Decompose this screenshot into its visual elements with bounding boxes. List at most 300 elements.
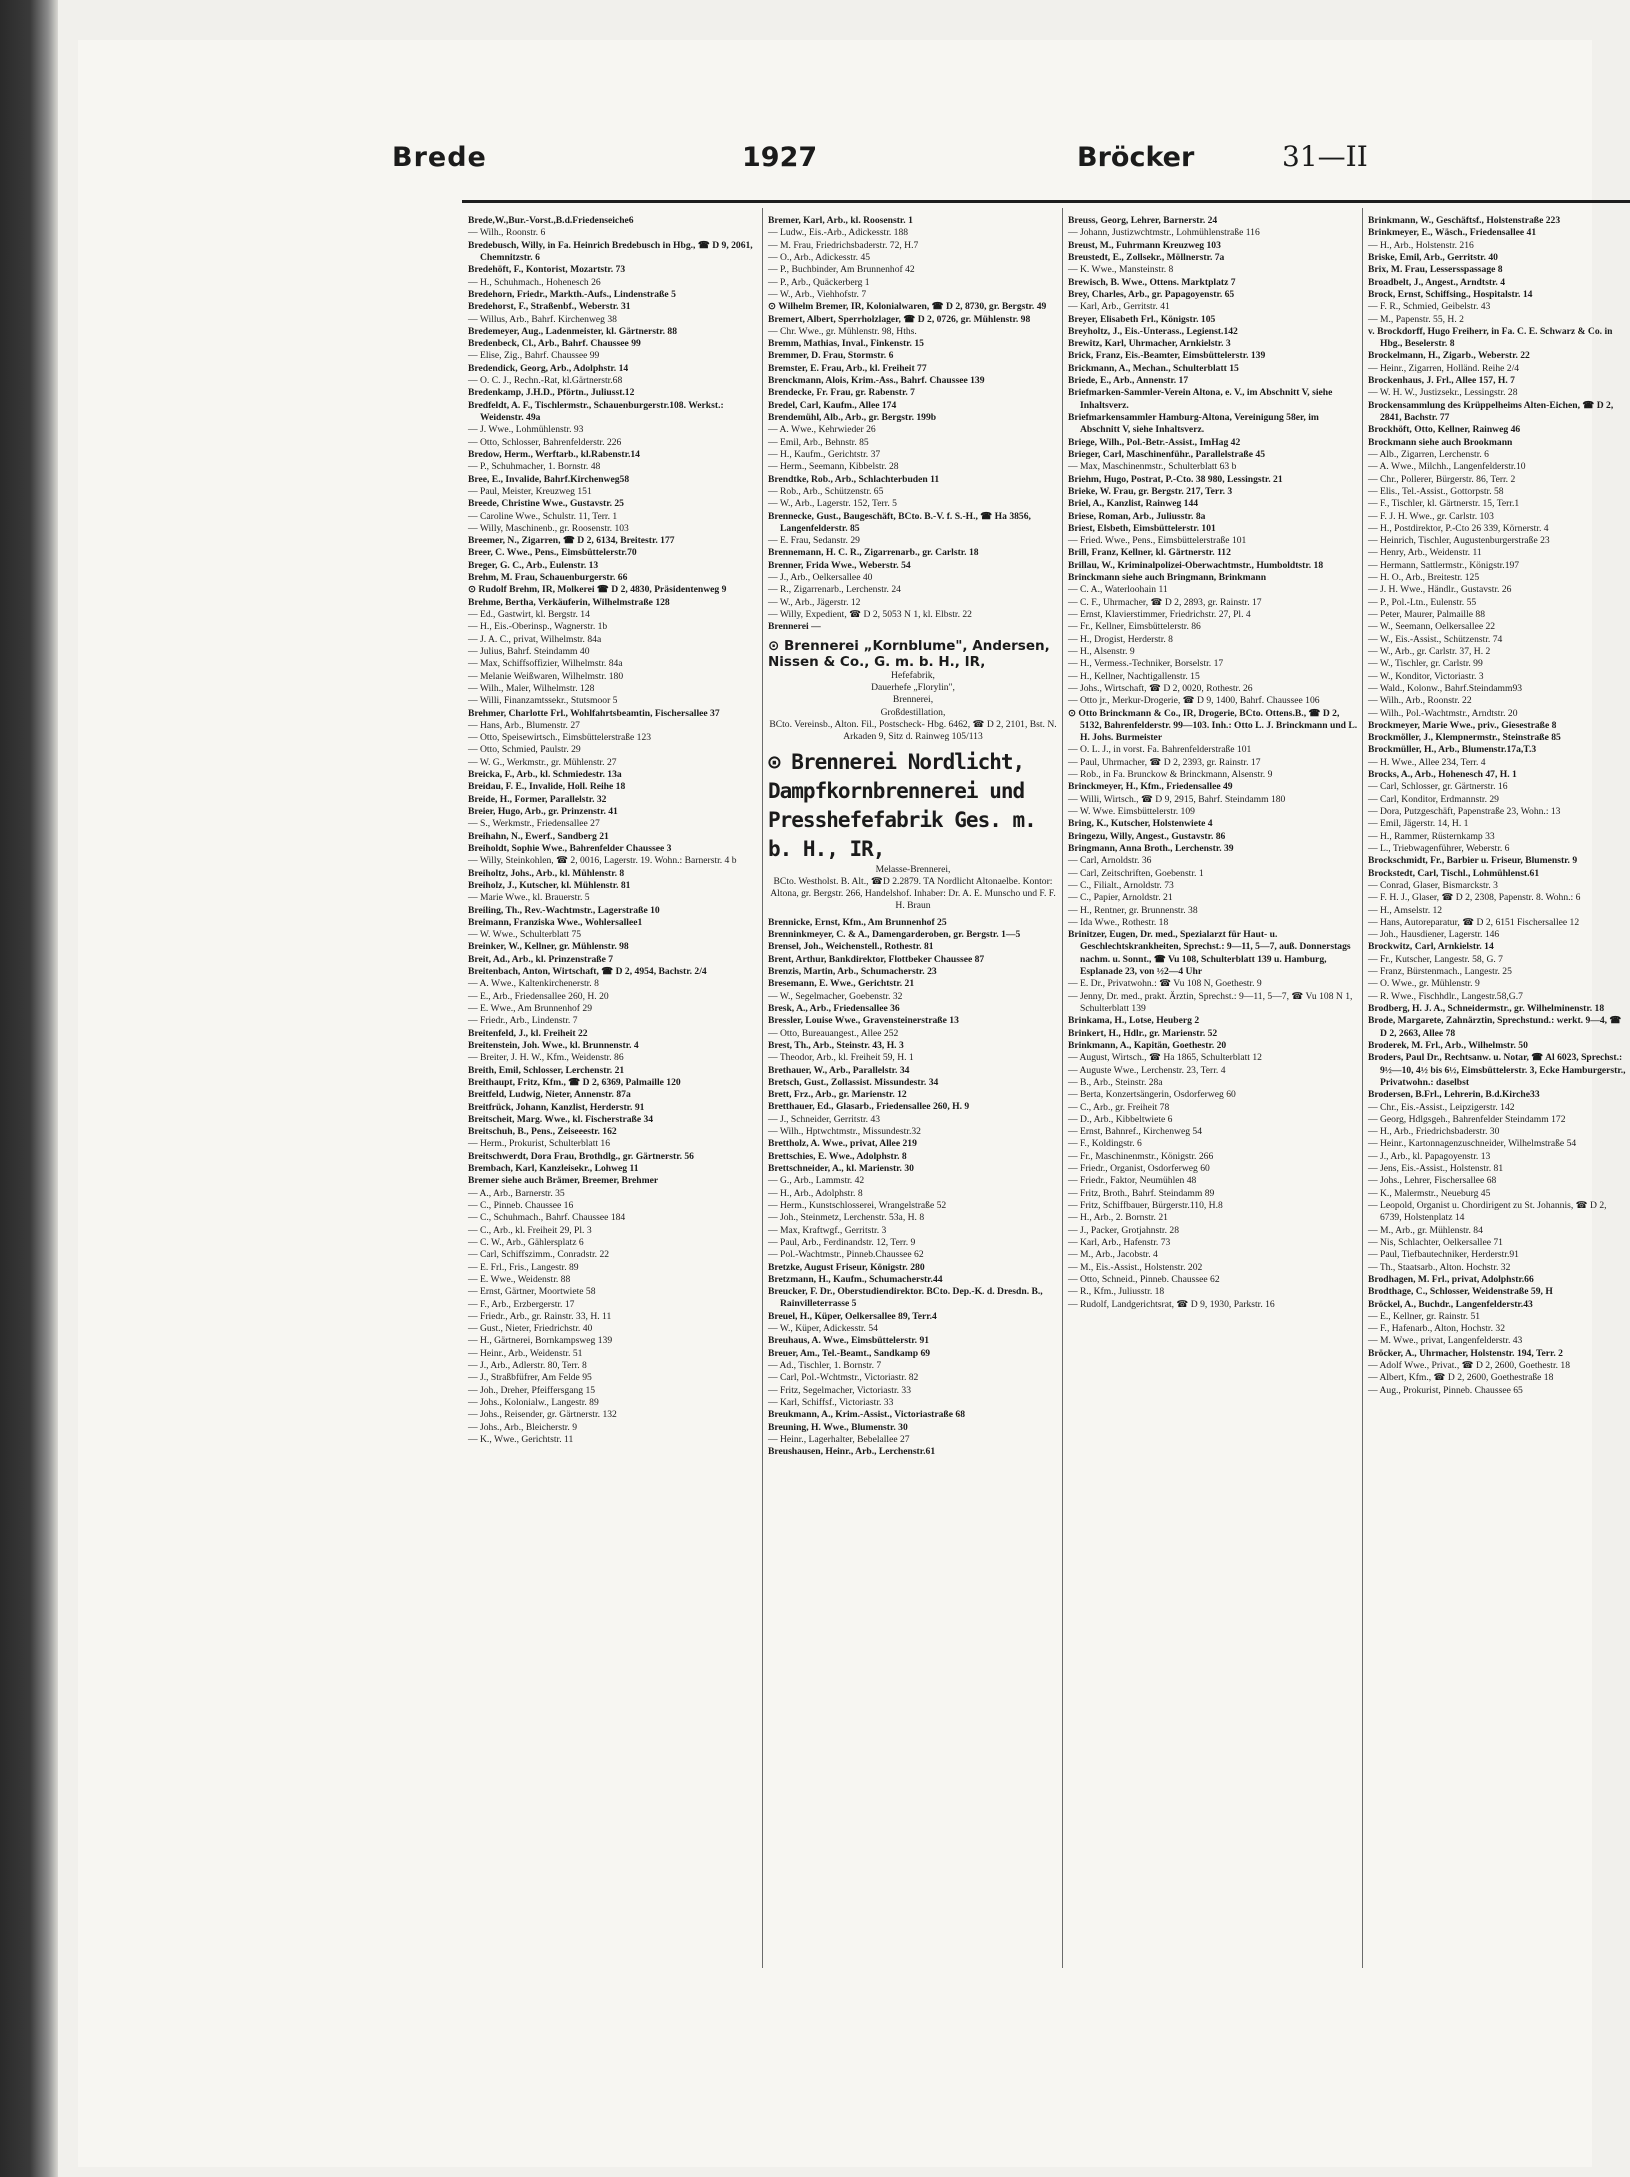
- directory-entry: Bressler, Louise Wwe., Gravensteinerstraße 13: [768, 1015, 959, 1027]
- directory-entry: — Hans, Autoreparatur, ☎ D 2, 6151 Fischersallee 12: [1368, 916, 1580, 928]
- directory-entry: — C. F., Uhrmacher, ☎ D 2, 2893, gr. Rainstr. 17: [1068, 596, 1262, 608]
- directory-entry: Bring, K., Kutscher, Holstenwiete 4: [1068, 818, 1213, 830]
- directory-entry: — Otto, Schlosser, Bahrenfelderstr. 226: [468, 436, 622, 448]
- directory-entry: — Chr., Eis.-Assist., Leipzigerstr. 142: [1368, 1101, 1515, 1113]
- directory-entry: Breyholtz, J., Eis.-Unterass., Legienst.142: [1068, 325, 1238, 337]
- directory-entry: — Otto, Bureauangest., Allee 252: [768, 1027, 899, 1039]
- directory-entry: — Heinr., Zigarren, Holländ. Reihe 2/4: [1368, 362, 1520, 374]
- directory-entry: Breiholz, J., Kutscher, kl. Mühlenstr. 81: [468, 879, 631, 891]
- directory-entry: Brettholz, A. Wwe., privat, Allee 219: [768, 1138, 917, 1150]
- directory-entry: Briefmarkensammler Hamburg-Altona, Vereinigung 58er, im Abschnitt V, siehe Inhaltsverz.: [1068, 412, 1319, 436]
- directory-entry: — Fritz, Schiffbauer, Bürgerstr.110, H.8: [1068, 1200, 1223, 1211]
- page-number: 31—II: [1282, 140, 1368, 173]
- directory-entry: Bretthauer, Ed., Glasarb., Friedensallee 260, H. 9: [768, 1101, 970, 1113]
- directory-entry: Bredenbeck, Cl., Arb., Bahrf. Chaussee 99: [468, 338, 641, 350]
- directory-entry: — P., Schuhmacher, 1. Bornstr. 48: [468, 461, 601, 473]
- directory-entry: Bretzke, August Friseur, Königstr. 280: [768, 1261, 925, 1273]
- directory-entry: — Emil, Arb., Behnstr. 85: [768, 436, 869, 448]
- directory-entry: — E. Dr., Privatwohn.: ☎ Vu 108 N, Goethestr. 9: [1068, 978, 1262, 990]
- directory-entry: — F., Koldingstr. 6: [1068, 1138, 1142, 1150]
- directory-entry: Breemer, N., Zigarren, ☎ D 2, 6134, Breitestr. 177: [468, 535, 675, 547]
- directory-entry: — M., Arb., gr. Mühlenstr. 84: [1368, 1224, 1483, 1236]
- directory-entry: — Rob., in Fa. Brunckow & Brinckmann, Alsenstr. 9: [1068, 769, 1273, 781]
- brennerei-kornblume-ad: [768, 638, 1058, 744]
- directory-entry: — L., Triebwagenführer, Weberstr. 6: [1368, 842, 1510, 854]
- directory-entry: Breuhaus, A. Wwe., Eimsbüttelerstr. 91: [768, 1335, 930, 1347]
- directory-entry: Bredehöft, F., Kontorist, Mozartstr. 73: [468, 264, 626, 276]
- ad-line: Brennerei,: [892, 694, 934, 706]
- directory-entry: — J., Packer, Grotjahnstr. 28: [1068, 1224, 1179, 1236]
- directory-entry: — Willus, Arb., Bahrf. Kirchenweg 38: [468, 313, 617, 325]
- directory-entry: — H., Alsenstr. 9: [1068, 645, 1135, 657]
- directory-entry: — R., Zigarrenarb., Lerchenstr. 24: [768, 584, 901, 596]
- directory-entry: — Fried. Wwe., Pens., Eimsbüttelerstraße 101: [1068, 535, 1247, 547]
- directory-entry: Brewisch, B. Wwe., Ottens. Marktplatz 7: [1068, 276, 1236, 288]
- directory-entry: Bredel, Carl, Kaufm., Allee 174: [768, 399, 897, 411]
- directory-entry: Briehm, Hugo, Postrat, P.-Cto. 38 980, Lessingstr. 21: [1068, 473, 1283, 485]
- header-left-keyword: Brede: [392, 142, 487, 173]
- directory-entry: Bredfeldt, A. F., Tischlermstr., Schauenburgerstr.108. Werkst.: Weidenstr. 49a: [468, 399, 724, 423]
- directory-entry: — Carl, Konditor, Erdmannstr. 29: [1368, 793, 1499, 805]
- directory-entry: — H., Schuhmach., Hohenesch 26: [468, 276, 601, 288]
- directory-entry: Bretzmann, H., Kaufm., Schumacherstr.44: [768, 1273, 943, 1285]
- directory-entry: Brett, Frz., Arb., gr. Marienstr. 12: [768, 1089, 907, 1101]
- directory-entry: Breide, H., Former, Parallelstr. 32: [468, 793, 607, 805]
- directory-entry: — E. Frl., Fris., Langestr. 89: [468, 1261, 579, 1273]
- directory-entry: — E. Wwe., Am Brunnenhof 29: [468, 1003, 592, 1014]
- directory-entry: Bremert, Albert, Sperrholzlager, ☎ D 2, 0726, gr. Mühlenstr. 98: [768, 313, 1031, 325]
- directory-entry: Breiling, Th., Rev.-Wachtmstr., Lagerstraße 10: [468, 904, 660, 916]
- directory-entry: Breiholdt, Sophie Wwe., Bahrenfelder Chaussee 3: [468, 842, 672, 854]
- directory-entry: — Wilh., Hptwchtmstr., Missundestr.32: [768, 1126, 921, 1138]
- directory-entry: — Julius, Bahrf. Steindamm 40: [468, 645, 590, 657]
- directory-entry: — Breiter, J. H. W., Kfm., Weidenstr. 86: [468, 1052, 624, 1064]
- directory-entry: — Fr., Kellner, Eimsbüttelerstr. 86: [1068, 621, 1201, 633]
- directory-entry: — C., Pinneb. Chaussee 16: [468, 1200, 574, 1211]
- ad-title: ⊙ Brennerei „Kornblume", Andersen, Nissen & Co., G. m. b. H., IR,: [768, 637, 1050, 670]
- directory-entry: Breitschuh, B., Pens., Zeiseeestr. 162: [468, 1126, 617, 1138]
- page-header: [392, 142, 1552, 192]
- directory-entry: Bredenkamp, J.H.D., Pförtn., Juliusst.12: [468, 387, 635, 399]
- header-right-keyword: Bröcker: [1077, 142, 1195, 173]
- directory-entry: — A., Arb., Barnerstr. 35: [468, 1187, 565, 1199]
- directory-entry: — Otto, Schneid., Pinneb. Chaussee 62: [1068, 1273, 1220, 1285]
- directory-entry: Brenckmann, Alois, Krim.-Ass., Bahrf. Chaussee 139: [768, 375, 985, 387]
- directory-entry: — Rudolf, Landgerichtsrat, ☎ D 9, 1930, Parkstr. 16: [1068, 1298, 1275, 1310]
- directory-entry: — H., Arb., 2. Bornstr. 21: [1068, 1212, 1168, 1224]
- directory-entry: — M. Frau, Friedrichsbaderstr. 72, H.7: [768, 239, 919, 251]
- directory-entry: — W., Seemann, Oelkersallee 22: [1368, 621, 1496, 633]
- directory-entry: — Johs., Reisender, gr. Gärtnerstr. 132: [468, 1409, 617, 1421]
- directory-entry: Brest, Th., Arb., Steinstr. 43, H. 3: [768, 1039, 904, 1051]
- directory-entry: Breukmann, A., Krim.-Assist., Victoriastraße 68: [768, 1409, 966, 1421]
- directory-entry: — O. C. J., Rechn.-Rat, kl.Gärtnerstr.68: [468, 375, 623, 387]
- directory-entry: — Fr., Maschinenmstr., Königstr. 266: [1068, 1150, 1214, 1162]
- directory-entry: — Melanie Weißwaren, Wilhelmstr. 180: [468, 670, 624, 682]
- directory-entry: — M., Arb., Jacobstr. 4: [1068, 1249, 1158, 1261]
- directory-entry: — W., Arb., gr. Carlstr. 37, H. 2: [1368, 645, 1491, 657]
- directory-entry: Bremer, Karl, Arb., kl. Roosenstr. 1: [768, 215, 913, 226]
- directory-entry: — A. Wwe., Kehrwieder 26: [768, 424, 876, 436]
- directory-entry: — W. H. W., Justizsekr., Lessingstr. 28: [1368, 387, 1518, 399]
- directory-entry: — Paul, Meister, Kreuzweg 151: [468, 485, 592, 497]
- directory-entry: — C., Schuhmach., Bahrf. Chaussee 184: [468, 1212, 626, 1224]
- directory-entry: — J., Arb., Adlerstr. 80, Terr. 8: [468, 1360, 587, 1372]
- directory-entry: — E. Frau, Sedanstr. 29: [768, 535, 860, 547]
- directory-entry: — O. L. J., in vorst. Fa. Bahrenfelderstraße 101: [1068, 744, 1252, 756]
- directory-entry: Brillau, W., Kriminalpolizei-Oberwachtmstr., Humboldtstr. 18: [1068, 559, 1324, 571]
- directory-entry: — Jens, Eis.-Assist., Holstenstr. 81: [1368, 1163, 1504, 1175]
- directory-entry: Brodhagen, M. Frl., privat, Adolphstr.66: [1368, 1273, 1534, 1285]
- directory-entry: Brockhöft, Otto, Kellner, Rainweg 46: [1368, 424, 1521, 436]
- directory-entry: Bree, E., Invalide, Bahrf.Kirchenweg58: [468, 473, 630, 485]
- directory-entry: Brockensammlung des Krüppelheims Alten-Eichen, ☎ D 2, 2841, Bachstr. 77: [1368, 399, 1614, 423]
- directory-entry: — Caroline Wwe., Schulstr. 11, Terr. 1: [468, 510, 618, 522]
- directory-entry: Brocks, A., Arb., Hohenesch 47, H. 1: [1368, 769, 1517, 781]
- directory-entry: Brendecke, Fr. Frau, gr. Rabenstr. 7: [768, 387, 915, 399]
- directory-entry: — F. J. H. Wwe., gr. Carlstr. 103: [1368, 510, 1494, 522]
- directory-entry: — F. H. J., Glaser, ☎ D 2, 2308, Papenstr. 8. Wohn.: 6: [1368, 892, 1581, 904]
- directory-entry: Briese, Roman, Arb., Juliusstr. 8a: [1068, 510, 1206, 522]
- directory-entry: — J., Arb., Oelkersallee 40: [768, 572, 873, 584]
- directory-entry: — S., Werkmstr., Friedensallee 27: [468, 818, 600, 830]
- directory-entry: Brinkmann, W., Geschäftsf., Holstenstraße 223: [1368, 215, 1561, 226]
- directory-entry: — O., Arb., Adickesstr. 45: [768, 251, 871, 263]
- directory-entry: — Pol.-Wachtmstr., Pinneb.Chaussee 62: [768, 1249, 924, 1261]
- directory-column-1: [468, 215, 758, 1446]
- directory-entry: — Hans, Arb., Blumenstr. 27: [468, 719, 580, 731]
- directory-entry: Brode, Margarete, Zahnärztin, Sprechstund.: werkt. 9—4, ☎ D 2, 2663, Allee 78: [1368, 1015, 1622, 1039]
- directory-entry: — Ludw., Eis.-Arb., Adickesstr. 188: [768, 227, 909, 239]
- directory-entry: — W., Konditor, Victoriastr. 3: [1368, 670, 1484, 682]
- directory-entry: Brenzis, Martin, Arb., Schumacherstr. 23: [768, 966, 937, 977]
- directory-entry: — Wilh., Pol.-Wachtmstr., Arndtstr. 20: [1368, 707, 1518, 719]
- directory-entry: — Ernst, Gärtner, Moortwiete 58: [468, 1286, 596, 1298]
- directory-entry: — C., Papier, Arnoldstr. 21: [1068, 892, 1173, 904]
- directory-entry: Brockmüller, H., Arb., Blumenstr.17a,T.3: [1368, 744, 1537, 756]
- directory-entry: — E., Kellner, gr. Rainstr. 51: [1368, 1310, 1481, 1322]
- directory-entry: Brodersen, B.Frl., Lehrerin, B.d.Kirche33: [1368, 1089, 1540, 1101]
- directory-entry: Bretsch, Gust., Zollassist. Missundestr. 34: [768, 1076, 939, 1088]
- directory-entry: — Chr., Pollerer, Bürgerstr. 86, Terr. 2: [1368, 473, 1516, 485]
- directory-entry: — Heinrich, Tischler, Augustenburgerstraße 23: [1368, 535, 1550, 547]
- directory-entry: — W., Segelmacher, Goebenstr. 32: [768, 990, 903, 1002]
- directory-entry: — H., Drogist, Herderstr. 8: [1068, 633, 1173, 645]
- column-divider: [762, 208, 763, 1968]
- directory-entry: Bredehorst, F., Straßenbf., Weberstr. 31: [468, 301, 631, 313]
- directory-entry: — Willi, Wirtsch., ☎ D 9, 2915, Bahrf. Steindamm 180: [1068, 793, 1286, 805]
- directory-entry: Breuss, Georg, Lehrer, Barnerstr. 24: [1068, 215, 1218, 226]
- directory-entry: — R., Kfm., Juliusstr. 18: [1068, 1286, 1165, 1298]
- directory-entry: Brennemann, H. C. R., Zigarrenarb., gr. Carlstr. 18: [768, 547, 979, 559]
- directory-entry: — M., Papenstr. 55, H. 2: [1368, 313, 1464, 325]
- ad-line: Hefefabrik,: [891, 669, 935, 681]
- directory-entry: — E., Arb., Friedensallee 260, H. 20: [468, 990, 609, 1002]
- directory-entry: — Willy, Maschinenb., gr. Roosenstr. 103: [468, 522, 629, 534]
- directory-entry: — F., Arb., Erzbergerstr. 17: [468, 1298, 575, 1310]
- directory-entry: — H., Gärtnerei, Bornkampsweg 139: [468, 1335, 613, 1347]
- directory-entry: ⊙ Otto Brinckmann & Co., IR, Drogerie, BCto. Ottens.B., ☎ D 2, 5132, Bahrenfelderstr. 99—103. Inh.: Otto L. J. Brinckmann und L. H. Johs. Burmeister: [1068, 707, 1358, 744]
- directory-entry: — Aug., Prokurist, Pinneb. Chaussee 65: [1368, 1384, 1523, 1396]
- directory-entry: Breith, Emil, Schlosser, Lerchenstr. 21: [468, 1064, 625, 1076]
- directory-entry: — Carl, Schiffszimm., Conradstr. 22: [468, 1249, 610, 1261]
- directory-entry: Brinitzer, Eugen, Dr. med., Spezialarzt für Haut- u. Geschlechtskrankheiten, Sprechst.: 9—11, 5—7, auß. Donnerstags nachm. u. Sonnt., ☎ Vu 108, Schulterblatt 139 u. Hamburg, Esplanade 23, von ½2—4 Uhr: [1068, 929, 1351, 978]
- directory-entry: Brinkmann, A., Kapitän, Goethestr. 20: [1068, 1039, 1227, 1051]
- directory-entry: — Heinr., Arb., Weidenstr. 51: [468, 1347, 583, 1359]
- directory-entry: Breicka, F., Arb., kl. Schmiedestr. 13a: [468, 769, 622, 781]
- directory-entry: — Johs., Lehrer, Fischersallee 68: [1368, 1175, 1497, 1187]
- directory-entry: — Johs., Arb., Bleicherstr. 9: [468, 1421, 577, 1433]
- directory-entry: Brockstedt, Carl, Tischl., Lohmühlenst.61: [1368, 867, 1540, 879]
- directory-entry: Breidau, F. E., Invalide, Holl. Reihe 18: [468, 781, 626, 793]
- directory-entry: Breiholtz, Johs., Arb., kl. Mühlenstr. 8: [468, 867, 625, 879]
- directory-entry: — F. R., Schmied, Geibelstr. 43: [1368, 301, 1491, 313]
- directory-entry: Bresemann, E. Wwe., Gerichtstr. 21: [768, 978, 915, 990]
- directory-entry: — C. W., Arb., Gählersplatz 6: [468, 1236, 584, 1248]
- directory-column-3: [1068, 215, 1358, 1311]
- directory-entry: — Georg, Hdlgsgeh., Bahrenfelder Steindamm 172: [1368, 1113, 1566, 1125]
- directory-entry: — Rob., Arb., Schützenstr. 65: [768, 485, 884, 497]
- directory-entry: — Ernst, Klavierstimmer, Friedrichstr. 27, Pl. 4: [1068, 609, 1251, 620]
- directory-entry: Brockmeyer, Marie Wwe., priv., Giesestraße 8: [1368, 719, 1557, 731]
- directory-entry: Brockmöller, J., Klempnermstr., Steinstraße 85: [1368, 732, 1561, 744]
- directory-entry: Breustedt, E., Zollsekr., Möllnerstr. 7a: [1068, 251, 1225, 263]
- directory-entry: — Friedr., Organist, Osdorferweg 60: [1068, 1163, 1210, 1175]
- directory-entry: — R. Wwe., Fischhdlr., Langestr.58,G.7: [1368, 990, 1523, 1002]
- directory-entry: Breuning, H. Wwe., Blumenstr. 30: [768, 1421, 908, 1433]
- directory-entry: Breyer, Elisabeth Frl., Königstr. 105: [1068, 313, 1216, 325]
- directory-entry: Bringezu, Willy, Angest., Gustavstr. 86: [1068, 830, 1226, 842]
- directory-entry: — D., Arb., Kibbeltwiete 6: [1068, 1113, 1173, 1125]
- directory-entry: Breucker, F. Dr., Oberstudiendirektor. BCto. Dep.-K. d. Dresdn. B., Rainvilleterrasse 5: [768, 1286, 1043, 1310]
- directory-entry: Brockmann siehe auch Brookmann: [1368, 436, 1513, 448]
- directory-entry: — Alb., Zigarren, Lerchenstr. 6: [1368, 448, 1489, 460]
- directory-entry: Brock, Ernst, Schiffsing., Hospitalstr. 14: [1368, 288, 1533, 300]
- directory-entry: — C., Arb., gr. Freiheit 78: [1068, 1101, 1170, 1113]
- directory-entry: — W., Küper, Adickesstr. 54: [768, 1323, 878, 1335]
- directory-entry: Brenner, Frida Wwe., Weberstr. 54: [768, 559, 911, 571]
- directory-entry: — H. Wwe., Allee 234, Terr. 4: [1368, 756, 1486, 768]
- directory-entry: Brodberg, H. J. A., Schneidermstr., gr. Wilhelminenstr. 18: [1368, 1003, 1605, 1014]
- ad-line: BCto. Vereinsb., Alton. Fil., Postscheck- Hbg. 6462, ☎ D 2, 2101, Bst. N. Arkaden 9, Sitz d. Rainweg 105/113: [769, 718, 1057, 743]
- directory-entry: Bringmann, Anna Broth., Lerchenstr. 39: [1068, 842, 1234, 854]
- directory-entry: — Karl, Arb., Hafenstr. 73: [1068, 1236, 1171, 1248]
- directory-entry: Breithaupt, Fritz, Kfm., ☎ D 2, 6369, Palmaille 120: [468, 1076, 681, 1088]
- directory-entry: — F., Tischler, kl. Gärtnerstr. 15, Terr.1: [1368, 498, 1520, 510]
- directory-entry: Briefmarken-Sammler-Verein Altona, e. V., im Abschnitt V, siehe Inhaltsverz.: [1068, 387, 1333, 411]
- directory-entry: — Friedr., Arb., Lindenstr. 7: [468, 1015, 578, 1027]
- directory-entry: — H., Rammer, Rüsternkamp 33: [1368, 830, 1495, 842]
- directory-entry: — M., Eis.-Assist., Holstenstr. 202: [1068, 1261, 1203, 1273]
- directory-entry: — F., Hafenarb., Alton, Hochstr. 32: [1368, 1323, 1505, 1335]
- directory-entry: — M. Wwe., privat, Langenfelderstr. 43: [1368, 1335, 1523, 1347]
- directory-entry: Brenninkmeyer, C. & A., Damengarderoben, gr. Bergstr. 1—5: [768, 929, 1021, 941]
- directory-entry: — C. A., Waterloohain 11: [1068, 584, 1168, 596]
- directory-entry: Brettschneider, A., kl. Marienstr. 30: [768, 1163, 914, 1174]
- directory-entry: Brill, Franz, Kellner, kl. Gärtnerstr. 112: [1068, 547, 1231, 559]
- directory-entry: — H., Eis.-Oberinsp., Wagnerstr. 1b: [468, 621, 608, 633]
- directory-entry: Brewitz, Karl, Uhrmacher, Arnkielstr. 3: [1068, 338, 1231, 350]
- column-divider: [1362, 208, 1363, 1968]
- directory-entry: Breitenbach, Anton, Wirtschaft, ☎ D 2, 4954, Bachstr. 2/4: [468, 966, 707, 978]
- directory-entry: — Heinr., Kartonnagenzuschneider, Wilhelmstraße 54: [1368, 1138, 1577, 1150]
- directory-entry: Brockwitz, Carl, Arnkielstr. 14: [1368, 941, 1494, 953]
- directory-entry: — August, Wirtsch., ☎ Ha 1865, Schulterblatt 12: [1068, 1052, 1262, 1064]
- directory-entry: — P., Arb., Quäckerberg 1: [768, 276, 870, 288]
- directory-entry: — P., Pol.-Ltn., Eulenstr. 55: [1368, 596, 1477, 608]
- directory-entry: Breinker, W., Kellner, gr. Mühlenstr. 98: [468, 941, 629, 953]
- directory-entry: — Karl, Schiffsf., Victoriastr. 33: [768, 1396, 894, 1408]
- directory-column-4: [1368, 215, 1630, 1397]
- directory-entry: Breger, G. C., Arb., Eulenstr. 13: [468, 559, 599, 571]
- directory-entry: Briede, E., Arb., Annenstr. 17: [1068, 375, 1189, 387]
- directory-entry: — H., Kellner, Nachtigallenstr. 15: [1068, 670, 1200, 682]
- ad-title: ⊙ Brennerei Nordlicht, Dampfkornbrennerei und Presshefefabrik Ges. m. b. H., IR,: [768, 749, 1036, 861]
- directory-entry: — Carl, Pol.-Wchtmstr., Victoriastr. 82: [768, 1372, 919, 1384]
- directory-entry: Brensel, Joh., Weichenstell., Rothestr. 81: [768, 941, 934, 953]
- directory-entry: — H., Amselstr. 12: [1368, 904, 1443, 916]
- directory-entry: Brethauer, W., Arb., Parallelstr. 34: [768, 1064, 910, 1076]
- directory-entry: Bredehorn, Friedr., Markth.-Aufs., Lindenstraße 5: [468, 288, 676, 300]
- directory-entry: Brieke, W. Frau, gr. Bergstr. 217, Terr. 3: [1068, 485, 1233, 497]
- directory-entry: Breitfeld, Ludwig, Nieter, Annenstr. 87a: [468, 1089, 631, 1101]
- directory-entry: Brembach, Karl, Kanzleisekr., Lohweg 11: [468, 1163, 639, 1175]
- directory-entry: — Carl, Arnoldstr. 36: [1068, 855, 1152, 867]
- directory-entry: ⊙ Rudolf Brehm, IR, Molkerei ☎ D 2, 4830, Präsidentenweg 9: [468, 584, 727, 596]
- directory-entry: — J., Straßbfüfrer, Am Felde 95: [468, 1372, 592, 1384]
- directory-entry: — Wilh., Maler, Wilhelmstr. 128: [468, 682, 595, 694]
- directory-entry: — J. H. Wwe., Händlr., Gustavstr. 26: [1368, 584, 1512, 596]
- directory-entry: Bredebusch, Willy, in Fa. Heinrich Bredebusch in Hbg., ☎ D 9, 2061, Chemnitzstr. 6: [468, 239, 753, 263]
- directory-entry: Brent, Arthur, Bankdirektor, Flottbeker Chaussee 87: [768, 953, 985, 965]
- directory-entry: Brinkama, H., Lotse, Heuberg 2: [1068, 1015, 1200, 1027]
- directory-entry: — Chr. Wwe., gr. Mühlenstr. 98, Hths.: [768, 325, 917, 337]
- directory-entry: Bröckel, A., Buchdr., Langenfelderstr.43: [1368, 1298, 1533, 1310]
- directory-entry: — Theodor, Arb., kl. Freiheit 59, H. 1: [768, 1052, 914, 1064]
- directory-entry: Brede,W.,Bur.-Vorst.,B.d.Friedenseiche6: [468, 215, 634, 226]
- directory-entry: — A. Wwe., Milchh., Langenfelderstr.10: [1368, 461, 1526, 473]
- directory-entry: — Herm., Kunstschlosserei, Wrangelstraße 52: [768, 1199, 947, 1211]
- directory-entry: Breuel, H., Küper, Oelkersallee 89, Terr.4: [768, 1310, 937, 1322]
- directory-entry: — G., Arb., Lammstr. 42: [768, 1175, 865, 1187]
- directory-entry: Broders, Paul Dr., Rechtsanw. u. Notar, ☎ Al 6023, Sprechst.: 9½—10, 4½ bis 6½, Eimsbüttelerstr. 3, Ecke Hamburgerstr., Privatwohn.: daselbst: [1368, 1052, 1626, 1088]
- directory-entry: Bredemeyer, Aug., Ladenmeister, kl. Gärtnerstr. 88: [468, 325, 677, 337]
- directory-entry: Breitfrück, Johann, Kanzlist, Herderstr. 91: [468, 1101, 645, 1113]
- directory-entry: — K., Malermstr., Neueburg 45: [1368, 1187, 1491, 1199]
- directory-entry: Breust, M., Fuhrmann Kreuzweg 103: [1068, 239, 1221, 251]
- directory-entry: — Max, Kraftwgf., Gerritstr. 3: [768, 1224, 887, 1236]
- directory-column-2: [768, 215, 1058, 1459]
- directory-entry: Breitenfeld, J., kl. Freiheit 22: [468, 1027, 588, 1039]
- directory-entry: Brennicke, Ernst, Kfm., Am Brunnenhof 25: [768, 916, 947, 928]
- directory-entry: Breitscheit, Marg. Wwe., kl. Fischerstraße 34: [468, 1113, 654, 1125]
- directory-entry: — Th., Staatsarb., Alton. Hochstr. 32: [1368, 1261, 1511, 1273]
- directory-entry: ⊙ Wilhelm Bremer, IR, Kolonialwaren, ☎ D 2, 8730, gr. Bergstr. 49: [768, 301, 1047, 313]
- directory-entry: Breit, Ad., Arb., kl. Prinzenstraße 7: [468, 953, 614, 965]
- directory-entry: Brinckmeyer, H., Kfm., Friedensallee 49: [1068, 781, 1233, 793]
- directory-entry: — H., Vermess.-Techniker, Borselstr. 17: [1068, 658, 1224, 670]
- directory-entry: — Jenny, Dr. med., prakt. Ärztin, Sprechst.: 9—11, 5—7, ☎ Vu 108 N 1, Schulterblatt 139: [1068, 990, 1353, 1014]
- directory-entry: — Carl, Zeitschriften, Goebenstr. 1: [1068, 867, 1204, 879]
- directory-entry: — Wilh., Roonstr. 6: [468, 227, 546, 239]
- directory-entry: — Conrad, Glaser, Bismarckstr. 3: [1368, 879, 1498, 891]
- directory-entry: — Otto jr., Merkur-Drogerie, ☎ D 9, 1400, Bahrf. Chaussee 106: [1068, 695, 1320, 707]
- directory-entry: — Johs., Wirtschaft, ☎ D 2, 0020, Rothestr. 26: [1068, 682, 1253, 694]
- directory-entry: — C., Filialt., Arnoldstr. 73: [1068, 879, 1174, 891]
- directory-entry: — Paul, Uhrmacher, ☎ D 2, 2393, gr. Rainstr. 17: [1068, 756, 1261, 768]
- ad-line: Melasse-Brennerei,: [875, 863, 951, 875]
- directory-entry: Brinkert, H., Hdlr., gr. Marienstr. 52: [1068, 1027, 1218, 1039]
- directory-entry: — Gust., Nieter, Friedrichstr. 40: [468, 1323, 593, 1335]
- directory-entry: — Heinr., Lagerhalter, Bebelallee 27: [768, 1433, 910, 1445]
- directory-entry: — H., Arb., Friedrichsbaderstr. 30: [1368, 1126, 1500, 1138]
- directory-entry: — Henry, Arb., Weidenstr. 11: [1368, 547, 1482, 559]
- directory-entry: — Ida Wwe., Rothestr. 18: [1068, 916, 1169, 928]
- directory-entry: Briel, A., Kanzlist, Rainweg 144: [1068, 498, 1199, 510]
- directory-entry: Brehme, Bertha, Verkäuferin, Wilhelmstraße 128: [468, 596, 670, 608]
- directory-entry: Brendemühl, Alb., Arb., gr. Bergstr. 199b: [768, 412, 937, 423]
- directory-entry: — H., Rentner, gr. Brunnenstr. 38: [1068, 904, 1198, 916]
- directory-entry: — Joh., Hausdiener, Lagerstr. 146: [1368, 929, 1500, 941]
- directory-entry: — Wilh., Arb., Roonstr. 22: [1368, 695, 1472, 707]
- directory-entry: Brey, Charles, Arb., gr. Papagoyenstr. 65: [1068, 288, 1235, 300]
- directory-entry: — Albert, Kfm., ☎ D 2, 2600, Goethestraße 18: [1368, 1372, 1554, 1384]
- directory-entry: Briege, Wilh., Pol.-Betr.-Assist., ImHag 42: [1068, 436, 1241, 448]
- directory-entry: Bröcker, A., Uhrmacher, Holstenstr. 194, Terr. 2: [1368, 1347, 1563, 1359]
- directory-entry: — Elise, Zig., Bahrf. Chaussee 99: [468, 350, 600, 362]
- directory-entry: — Willy, Expedient, ☎ D 2, 5053 N 1, kl. Elbstr. 22: [768, 609, 972, 620]
- directory-entry: Breier, Hugo, Arb., gr. Prinzenstr. 41: [468, 806, 618, 817]
- directory-entry: — J. Wwe., Lohmühlenstr. 93: [468, 424, 584, 436]
- directory-entry: Brockelmann, H., Zigarb., Weberstr. 22: [1368, 350, 1530, 362]
- directory-entry: Breitenstein, Joh. Wwe., kl. Brunnenstr. 4: [468, 1039, 639, 1051]
- directory-entry: — Johann, Justizwchtmstr., Lohmühlenstraße 116: [1068, 227, 1260, 239]
- directory-entry: — E. Wwe., Weidenstr. 88: [468, 1273, 571, 1285]
- directory-entry: — Friedr., Faktor, Neumühlen 48: [1068, 1175, 1197, 1187]
- directory-entry: Brehm, M. Frau, Schauenburgerstr. 66: [468, 572, 628, 584]
- directory-entry: Broderek, M. Frl., Arb., Wilhelmstr. 50: [1368, 1039, 1528, 1051]
- directory-entry: — Joh., Steinmetz, Lerchenstr. 53a, H. 8: [768, 1212, 925, 1224]
- directory-entry: Brockschmidt, Fr., Barbier u. Friseur, Blumenstr. 9: [1368, 855, 1578, 867]
- directory-entry: — H. O., Arb., Breitestr. 125: [1368, 572, 1480, 584]
- directory-entry: — O. Wwe., gr. Mühlenstr. 9: [1368, 978, 1480, 990]
- directory-entry: Brodthage, C., Schlosser, Weidenstraße 59, H: [1368, 1286, 1553, 1298]
- directory-entry: — W. Wwe. Eimsbüttelerstr. 109: [1068, 806, 1195, 817]
- directory-entry: — Adolf Wwe., Privat., ☎ D 2, 2600, Goethestr. 18: [1368, 1360, 1571, 1372]
- directory-entry: — C., Arb., kl. Freiheit 29, Pl. 3: [468, 1224, 592, 1236]
- directory-entry: — W., Tischler, gr. Carlstr. 99: [1368, 658, 1483, 670]
- directory-entry: — Berta, Konzertsängerin, Osdorferweg 60: [1068, 1089, 1236, 1101]
- ad-line: BCto. Westholst. B. Alt., ☎D 2.2879. TA Nordlicht Altonaelbe. Kontor: Altona, gr. Bergstr. 266, Handelshof. Inhaber: Dr. A. E. Munscho und F. F. H. Braun: [770, 875, 1056, 912]
- directory-entry: Brennerei —: [768, 621, 821, 633]
- directory-entry: Breitschwerdt, Dora Frau, Brothdlg., gr. Gärtnerstr. 56: [468, 1150, 694, 1162]
- directory-entry: Breihahn, N., Ewerf., Sandberg 21: [468, 830, 609, 842]
- directory-entry: — W., Eis.-Assist., Schützenstr. 74: [1368, 633, 1503, 645]
- directory-entry: Breimann, Franziska Wwe., Wohlersallee1: [468, 916, 643, 928]
- directory-entry: — Elis., Tel.-Assist., Gottorpstr. 58: [1368, 485, 1504, 497]
- directory-entry: — W., Arb., Viehhofstr. 7: [768, 288, 867, 300]
- directory-entry: Bremmer, D. Frau, Stormstr. 6: [768, 350, 894, 362]
- directory-entry: — Carl, Schlosser, gr. Gärtnerstr. 16: [1368, 781, 1508, 793]
- directory-entry: — W. Wwe., Schulterblatt 75: [468, 929, 582, 941]
- directory-entry: Brickmann, A., Mechan., Schulterblatt 15: [1068, 362, 1239, 374]
- directory-entry: Bresk, A., Arb., Friedensallee 36: [768, 1002, 900, 1014]
- directory-entry: Brennecke, Gust., Baugeschäft, BCto. B.-V. f. S.-H., ☎ Ha 3856, Langenfelderstr. 85: [768, 510, 1031, 534]
- directory-entry: — Johs., Kolonialw., Langestr. 89: [468, 1397, 599, 1408]
- directory-entry: — Fritz, Segelmacher, Victoriastr. 33: [768, 1384, 912, 1396]
- directory-entry: — Hermann, Sattlermstr., Königstr.197: [1368, 559, 1520, 571]
- directory-entry: Brieger, Carl, Maschinenführ., Parallelstraße 45: [1068, 448, 1266, 460]
